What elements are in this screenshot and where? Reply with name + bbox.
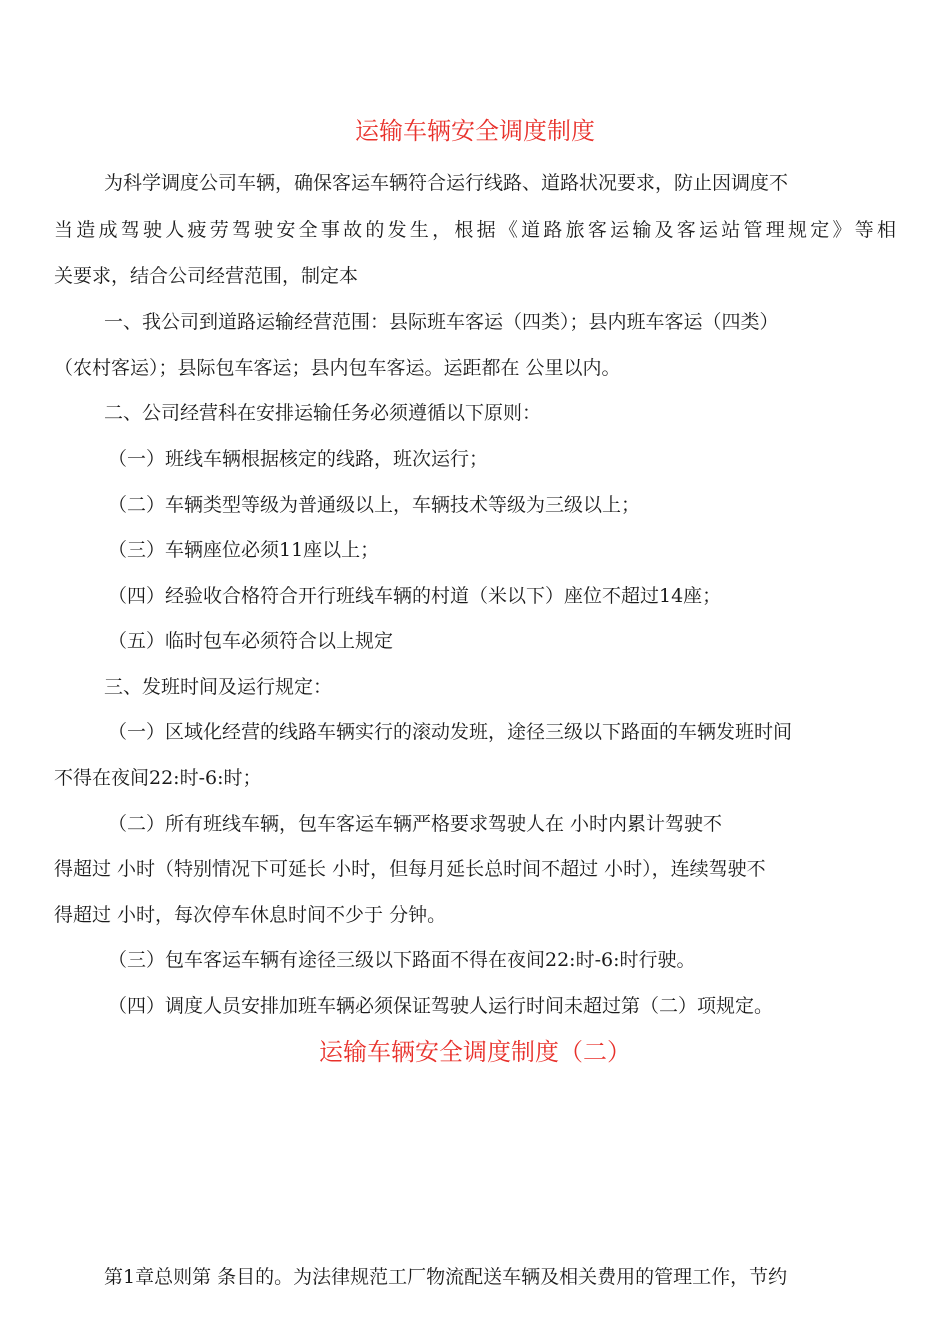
section2-item-2: （二）车辆类型等级为普通级以上，车辆技术等级为三级以上； [108,494,641,516]
section2-item-3: （三）车辆座位必须11座以上； [108,539,380,561]
section3-item4: （四）调度人员安排加班车辆必须保证驾驶人运行时间未超过第（二）项规定。 [108,995,774,1017]
section3-item2-line-3: 得超过 小时，每次停车休息时间不少于 分钟。 [54,904,447,926]
document-title-2: 运输车辆安全调度制度（二） [319,1038,631,1066]
section2-heading: 二、公司经营科在安排运输任务必须遵循以下原则： [104,402,542,424]
section3-heading: 三、发班时间及运行规定： [104,676,333,698]
section3-item3: （三）包车客运车辆有途径三级以下路面不得在夜间22:时-6:时行驶。 [108,949,696,971]
intro-line-1: 为科学调度公司车辆，确保客运车辆符合运行线路、道路状况要求，防止因调度不 [104,172,789,194]
chapter1-line: 第1章总则第 条目的。为法律规范工厂物流配送车辆及相关费用的管理工作，节约 [104,1266,788,1288]
section1-line-1: 一、我公司到道路运输经营范围：县际班车客运（四类）；县内班车客运（四类） [104,311,779,333]
intro-line-3: 关要求，结合公司经营范围，制定本 [54,265,359,287]
section3-item1-line-1: （一）区域化经营的线路车辆实行的滚动发班，途径三级以下路面的车辆发班时间 [108,721,793,743]
section3-item2-line-1: （二）所有班线车辆，包车客运车辆严格要求驾驶人在 小时内累计驾驶不 [108,813,723,835]
section3-item2-line-2: 得超过 小时（特别情况下可延长 小时，但每月延长总时间不超过 小时），连续驾驶不 [54,858,766,880]
intro-line-2: 当造成驾驶人疲劳驾驶安全事故的发生，根据《道路旅客运输及客运站管理规定》等相 [54,219,896,241]
document-title: 运输车辆安全调度制度 [355,117,595,145]
section1-line-2: （农村客运）；县际包车客运；县内包车客运。运距都在 公里以内。 [54,357,621,379]
section2-item-5: （五）临时包车必须符合以上规定 [108,630,394,652]
section2-item-1: （一）班线车辆根据核定的线路，班次运行； [108,448,489,470]
section2-item-4: （四）经验收合格符合开行班线车辆的村道（米以下）座位不超过14座； [108,585,722,607]
section3-item1-line-2: 不得在夜间22:时-6:时； [54,767,262,789]
